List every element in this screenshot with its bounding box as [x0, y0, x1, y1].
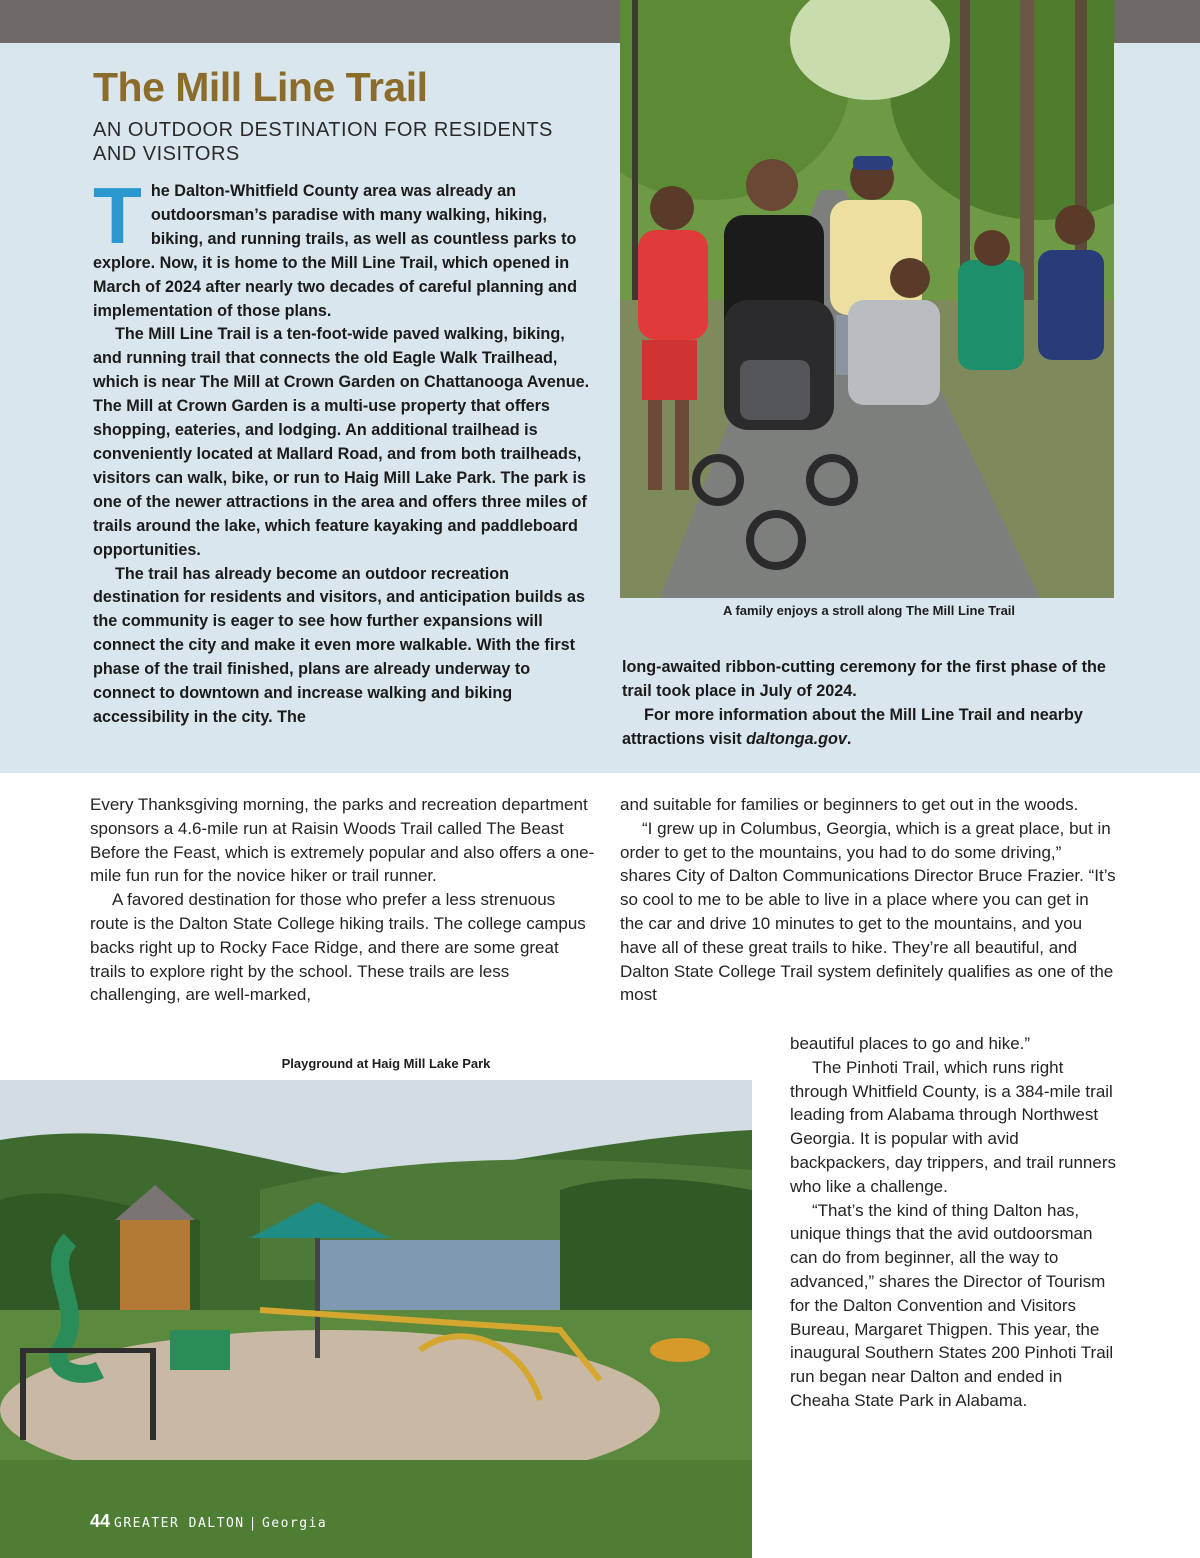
feature-column-right [622, 656, 1112, 752]
page-footer [90, 1511, 327, 1532]
body-paragraph: Every Thanksgiving morning, the parks and recreation department sponsors a 4.6-mile run at Raisin Woods Trail called The Beast Before the Feast, which is extremely popular and also offers a one-mile fun run for the novice hiker or trail runner. [90, 795, 595, 886]
family-photo [620, 0, 1114, 598]
body-paragraph: and suitable for families or beginners to get out in the woods. [620, 795, 1079, 814]
feature-paragraph-4: For more information about the Mill Line Trail and nearby attractions visit daltonga.gov. [622, 705, 1083, 748]
body-paragraph: The Pinhoti Trail, which runs right through Whitfield County, is a 384-mile trail leading from Alabama through Northwest Georgia. It is popular with avid backpackers, day trippers, and trail runners who like a challenge. [790, 1057, 1116, 1196]
family-photo-caption: A family enjoys a stroll along The Mill Line Trail [722, 603, 1016, 618]
body-column-left [90, 793, 595, 1007]
body-paragraph: “I grew up in Columbus, Georgia, which is a great place, but in order to get to the mountains, you had to do some driving,” shares City of Dalton Communications Director Bruce Frazier. “It’s so cool to me to be able to live in a place where you can get in the car and drive 10 minutes to get to the mountains, and you have all of these great trails to hike. They’re all beautiful, and Dalton State College Trail system definitely qualifies as one of the most [620, 818, 1116, 1005]
body-paragraph: A favored destination for those who prefer a less strenuous route is the Dalton State College hiking trails. The college campus backs right up to Rocky Face Ridge, and there are some great trails to explore right by the school. These trails are less challenging, are well-marked, [90, 890, 586, 1005]
body-column-right [620, 793, 1116, 1007]
footer-separator: | [248, 1516, 258, 1531]
feature-column-left [93, 171, 593, 730]
article-title: The Mill Line Trail [93, 64, 428, 110]
body-column-right-narrow [790, 1032, 1116, 1413]
website-link[interactable]: daltonga.gov [746, 729, 847, 748]
park-photo [0, 1080, 752, 1558]
feature-paragraph-3: The trail has already become an outdoor recreation destination for residents and visitors, and anticipation builds as the community is eager to see how further expansions will connect the city and make it even more walkable. With the first phase of the trail finished, plans are already underway to connect to downtown and increase walking and biking accessibility in the city. The [93, 564, 586, 726]
body-paragraph: “That’s the kind of thing Dalton has, unique things that the avid outdoorsman can do from beginner, all the way to advanced,” shares the Director of Tourism for the Dalton Convention and Visitors Bureau, Margaret Thigpen. This year, the inaugural Southern States 200 Pinhoti Trail run began near Dalton and ended in Cheaha State Park in Alabama. [790, 1200, 1114, 1410]
feature-paragraph-1: The Dalton-Whitfield County area was already an outdoorsman’s paradise with many walking, hiking, biking, and running trails, as well as countless parks to explore. Now, it is home to the Mill Line Trail, which opened in March of 2024 after nearly two decades of careful planning and implementation of those plans. [93, 171, 577, 320]
page-number: 44 [90, 1511, 111, 1531]
body-paragraph: beautiful places to go and hike.” [790, 1034, 1031, 1053]
feature-paragraph-3-continued: long-awaited ribbon-cutting ceremony for the first phase of the trail took place in July of 2024. [622, 658, 1106, 700]
magazine-region: Georgia [261, 1516, 328, 1531]
park-photo-caption: Playground at Haig Mill Lake Park [281, 1056, 491, 1071]
magazine-name: GREATER DALTON [114, 1516, 245, 1531]
family-photo-illustration [620, 0, 1114, 598]
feature-paragraph-2: The Mill Line Trail is a ten-foot-wide paved walking, biking, and running trail that connects the old Eagle Walk Trailhead, which is near The Mill at Crown Garden on Chattanooga Avenue. The Mill at Crown Garden is a multi-use property that offers shopping, eateries, and lodging. An additional trailhead is conveniently located at Mallard Road, and from both trailheads, visitors can walk, bike, or run to Haig Mill Lake Park. The park is one of the newer attractions in the area and offers three miles of trails around the lake, which feature kayaking and paddleboard opportunities. [93, 325, 590, 559]
drop-cap: T [93, 171, 142, 260]
park-photo-illustration [0, 1080, 752, 1558]
article-subtitle: AN OUTDOOR DESTINATION FOR RESIDENTS AND VISITORS [93, 119, 553, 165]
